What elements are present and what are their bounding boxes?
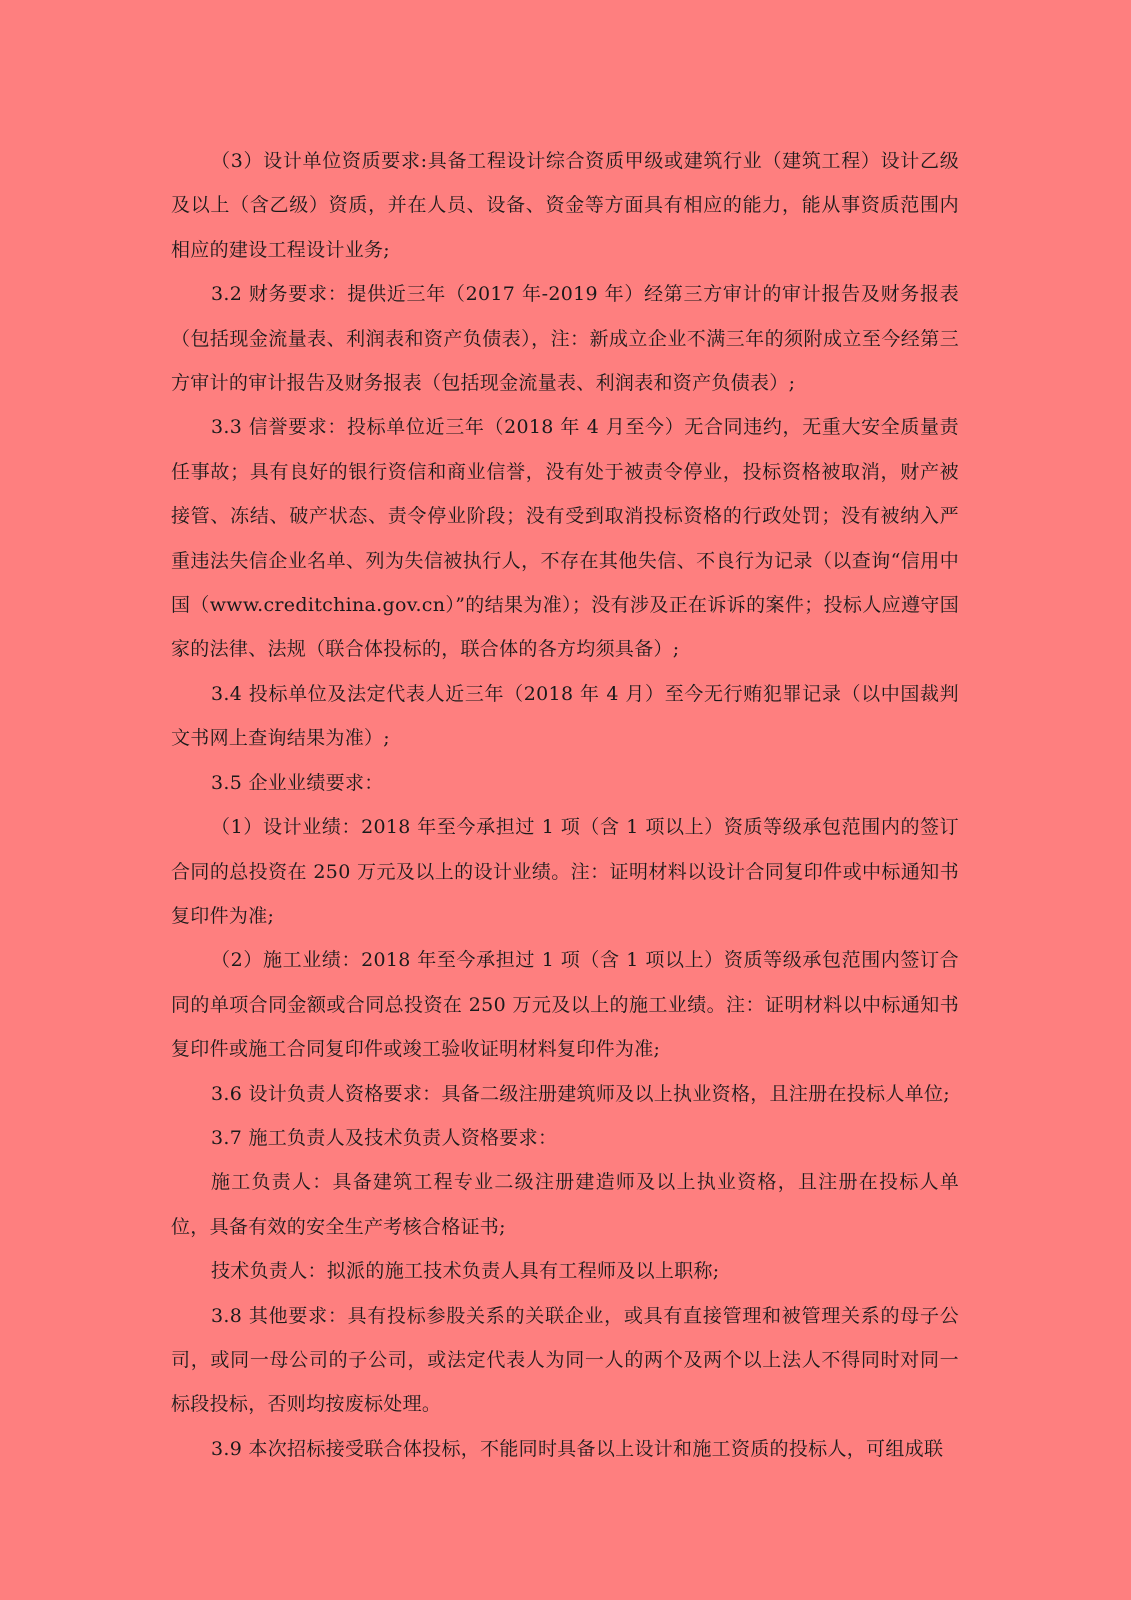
paragraph-construction-lead: 施工负责人：具备建筑工程专业二级注册建造师及以上执业资格，且注册在投标人单位，具备有效的安全生产考核合格证书; (171, 1171, 959, 1238)
paragraph-performance-heading: 3.5 企业业绩要求： (211, 771, 384, 794)
paragraph-technical-lead: 技术负责人：拟派的施工技术负责人具有工程师及以上职称; (211, 1260, 720, 1283)
paragraph-consortium-bidding: 3.9 本次招标接受联合体投标，不能同时具备以上设计和施工资质的投标人，可组成联 (211, 1437, 944, 1460)
paragraph-construction-lead-heading: 3.7 施工负责人及技术负责人资格要求： (211, 1126, 558, 1149)
paragraph-designer-qualification: （3）设计单位资质要求:具备工程设计综合资质甲级或建筑行业（建筑工程）设计乙级及以上（含乙级）资质，并在人员、设备、资金等方面具有相应的能力，能从事资质范围内相应的建设工程设计业务; (171, 150, 959, 261)
paragraph-credit-requirements: 3.3 信誉要求：投标单位近三年（2018 年 4 月至今）无合同违约，无重大安全质量责任事故；具有良好的银行资信和商业信誉，没有处于被责令停业，投标资格被取消，财产被接管、冻结、破产状态、责令停业阶段；没有受到取消投标资格的行政处罚；没有被纳入严重违法失信企业名单、列为失信被执行人，不存在其他失信、不良行为记录（以查询“信用中国（www.creditchina.gov.cn）”的结果为准）；没有涉及正在诉诉的案件；投标人应遵守国家的法律、法规（联合体投标的，联合体的各方均须具备）; (171, 416, 959, 661)
paragraph-financial-requirements: 3.2 财务要求：提供近三年（2017 年-2019 年）经第三方审计的审计报告及财务报表（包括现金流量表、利润表和资产负债表），注：新成立企业不满三年的须附成立至今经第三方审计的审计报告及财务报表（包括现金流量表、利润表和资产负债表）; (171, 283, 959, 395)
paragraph-design-lead-qualification: 3.6 设计负责人资格要求：具备二级注册建筑师及以上执业资格，且注册在投标人单位; (211, 1082, 950, 1105)
paragraph-no-bribery-record: 3.4 投标单位及法定代表人近三年（2018 年 4 月）至今无行贿犯罪记录（以中国裁判文书网上查询结果为准）; (171, 682, 959, 750)
document-page (171, 139, 959, 1471)
paragraph-construction-performance: （2）施工业绩：2018 年至今承担过 1 项（含 1 项以上）资质等级承包范围内签订合同的单项合同金额或合同总投资在 250 万元及以上的施工业绩。注：证明材料以中标通知书复印件或施工合同复印件或竣工验收证明材料复印件为准; (171, 949, 959, 1061)
paragraph-other-requirements: 3.8 其他要求：具有投标参股关系的关联企业，或具有直接管理和被管理关系的母子公司，或同一母公司的子公司，或法定代表人为同一人的两个及两个以上法人不得同时对同一标段投标，否则均按废标处理。 (171, 1304, 959, 1416)
paragraph-design-performance: （1）设计业绩：2018 年至今承担过 1 项（含 1 项以上）资质等级承包范围内的签订合同的总投资在 250 万元及以上的设计业绩。注：证明材料以设计合同复印件或中标通知书复印件为准; (171, 816, 959, 927)
